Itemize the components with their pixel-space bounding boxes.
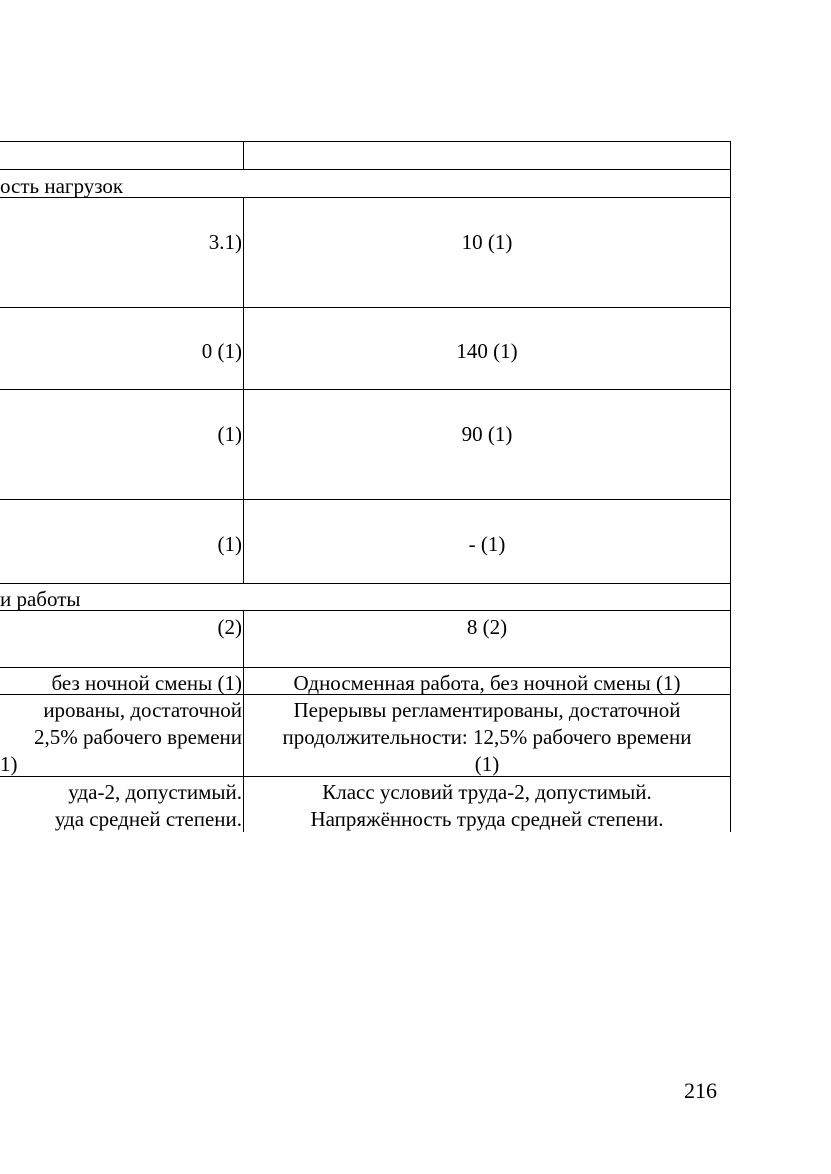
table-line (0, 499, 731, 500)
table-cell-right-line: продолжительности: 12,5% рабочего времени (282, 725, 692, 749)
section-heading-load: ость нагрузок (0, 174, 124, 198)
table-cell-right-line: (1) (474, 752, 500, 776)
table-cell-left-line: ированы, достаточной (43, 698, 242, 722)
table-cell-left: без ночной смены (1) (51, 671, 242, 695)
table-line (0, 169, 731, 170)
table-cell-right: - (1) (468, 532, 506, 556)
table-cell-left-line: уда-2, допустимый. (68, 780, 242, 804)
table-cell-left: 3.1) (208, 230, 242, 254)
table-cell-left: 0 (1) (201, 339, 242, 363)
table-line (0, 389, 731, 390)
table-cell-left: (2) (217, 615, 242, 639)
table-cell-left-line: 1) (0, 752, 18, 776)
table-line-top (0, 141, 731, 142)
table-line (0, 667, 731, 668)
table-line (0, 610, 731, 611)
section-heading-work: и работы (0, 587, 81, 611)
table-cell-right-line: Напряжённость труда средней степени. (310, 807, 664, 831)
table-cell-right-line: Класс условий труда-2, допустимый. (322, 780, 652, 804)
table-cell-left: (1) (217, 422, 242, 446)
table-cell-right-line: Перерывы регламентированы, достаточной (293, 698, 681, 722)
table-cell-right: 8 (2) (466, 615, 508, 639)
table-line (0, 583, 731, 584)
table-cell-right: 10 (1) (461, 230, 513, 254)
table-cell-right: 140 (1) (456, 339, 518, 363)
table-cell-left-line: уда средней степени. (54, 807, 242, 831)
table-cell-right: Односменная работа, без ночной смены (1) (293, 671, 681, 695)
table-col-divider (243, 141, 244, 169)
page-number: 216 (684, 1078, 717, 1103)
table-cell-left-line: 2,5% рабочего времени (33, 725, 242, 749)
table-line (0, 307, 731, 308)
table-right-border (730, 141, 731, 832)
table-cell-right: 90 (1) (461, 422, 513, 446)
table-cell-left: (1) (217, 532, 242, 556)
